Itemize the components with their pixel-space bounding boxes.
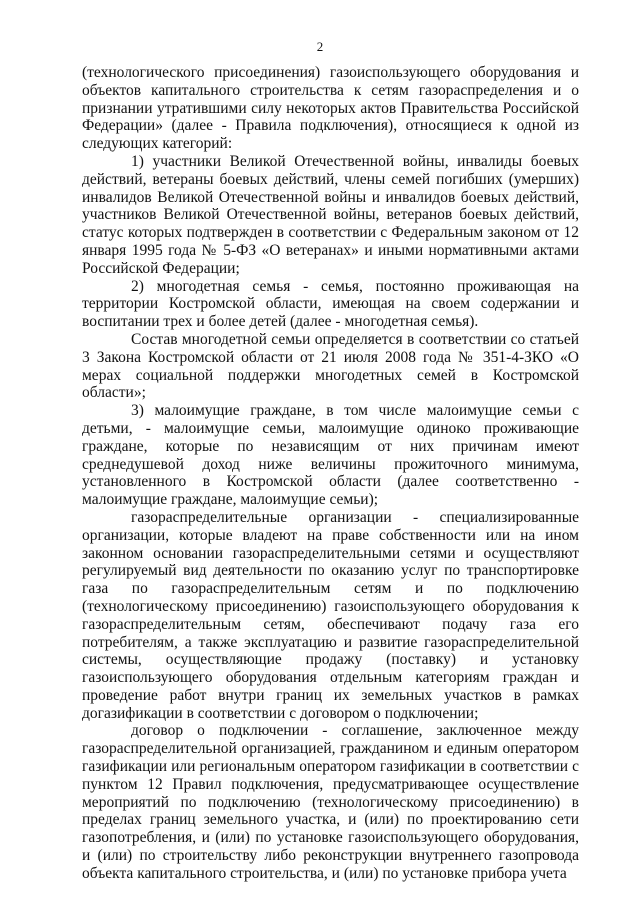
page-number: 2 — [316, 39, 324, 54]
document-body — [82, 64, 579, 883]
paragraph-category-3: 3) малоимущие граждане, в том числе малоимущие семьи с детьми, - малоимущие семьи, малоимущие одиноко проживающие граждане, которые по независящим от них причинам имеют среднедушевой доход ниже величины прожиточного минимума, установленного в Костромской области (далее соответственно - малоимущие граждане, малоимущие семьи); — [82, 402, 579, 509]
paragraph-category-2: 2) многодетная семья - семья, постоянно проживающая на территории Костромской области, имеющая на своем содержании и воспитании трех и более детей (далее - многодетная семья). — [82, 277, 579, 331]
paragraph-category-1: 1) участники Великой Отечественной войны, инвалиды боевых действий, ветераны боевых действий, члены семей погибших (умерших) инвалидов Великой Отечественной войны и инвалидов боевых действий, участников Великой Отечественной войны, ветеранов боевых действий, статус которых подтвержден в соответствии с Федеральным законом от 12 января 1995 года № 5-ФЗ «О ветеранах» и иными нормативными актами Российской Федерации; — [82, 152, 579, 277]
paragraph-large-family-composition: Состав многодетной семьи определяется в соответствии со статьей 3 Закона Костромской области от 21 июля 2008 года № 351-4-ЗКО «О мерах социальной поддержки многодетных семей в Костромской области»; — [82, 330, 579, 402]
paragraph-definition-connection-agreement: договор о подключении - соглашение, заключенное между газораспределительной организацией, гражданином и единым оператором газификации или региональным оператором газификации в соответствии с пунктом 12 Правил подключения, предусматривающее осуществление мероприятий по подключению (технологическому присоединению) в пределах границ земельного участка, и (или) по проектированию сети газопотребления, и (или) по установке газоиспользующего оборудования, и (или) по строительству либо реконструкции внутреннего газопровода объекта капитального строительства, и (или) по установке прибора учета — [82, 722, 579, 882]
paragraph-intro-continuation: (технологического присоединения) газоиспользующего оборудования и объектов капитального строительства к сетям газораспределения и о признании утратившими силу некоторых актов Правительства Российской Федерации» (далее - Правила подключения), относящиеся к одной из следующих категорий: — [82, 64, 579, 153]
paragraph-definition-gas-distribution-organizations: газораспределительные организации - специализированные организации, которые владеют на праве собственности или на ином законном основании газораспределительными сетями и осуществляют регулируемый вид деятельности по оказанию услуг по транспортировке газа по газораспределительным сетям и по подключению (технологическому присоединению) газоиспользующего оборудования к газораспределительным сетям, обеспечивают подачу газа его потребителям, а также эксплуатацию и развитие газораспределительной системы, осуществляющие продажу (поставку) и установку газоиспользующего оборудования отдельным категориям граждан и проведение работ внутри границ их земельных участков в рамках догазификации в соответствии с договором о подключении; — [82, 508, 579, 722]
